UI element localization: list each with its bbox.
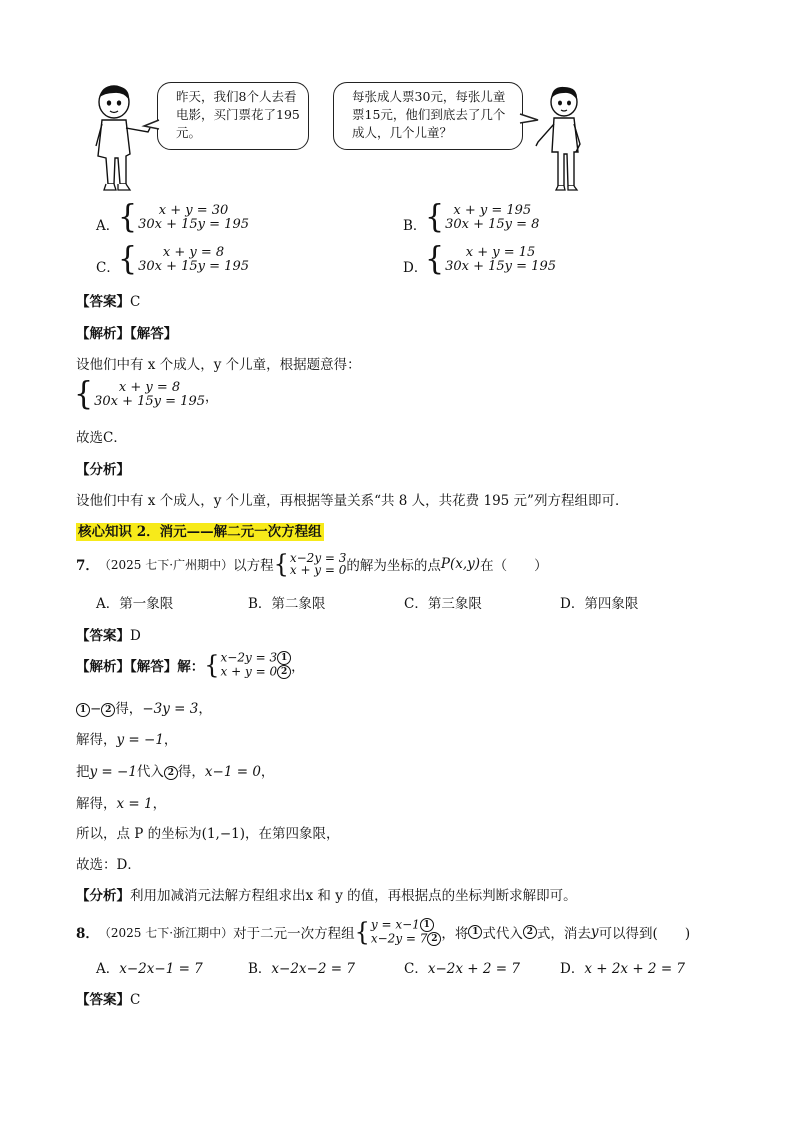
q8-eq1: y = x−1 <box>370 917 420 932</box>
circle-two-icon: 2 <box>101 703 115 717</box>
q7-step4: 解得，x = 1， <box>76 796 167 812</box>
option-b-eq1: x + y = 195 <box>453 203 532 218</box>
brace-icon: { <box>204 650 220 680</box>
q7-step3: 把y = −1代入 2 得，x−1 = 0， <box>76 764 275 780</box>
q7-step1: 1 − 2 得，−3y = 3， <box>76 697 212 717</box>
option-c-system <box>118 241 249 278</box>
q7-eq1: x−2y = 3 <box>289 551 347 565</box>
option-d-system <box>425 241 556 278</box>
q8-text-before: 对于二元一次方程组 <box>233 926 355 942</box>
answer-value: C <box>130 294 141 310</box>
circle-two-icon: 2 <box>164 766 178 780</box>
option-a-label: A． <box>96 218 120 234</box>
q7-point: P(x,y) <box>440 556 481 572</box>
option-a-system <box>118 199 249 236</box>
q7-step5: 所以，点 P 的坐标为(1,−1)，在第四象限， <box>76 826 340 842</box>
q6-answer <box>76 290 140 310</box>
option-b-eq2: 30x + 15y = 8 <box>445 217 540 232</box>
q7-option-c: C．第三象限 <box>404 596 482 612</box>
q7-text-end: 在（ ） <box>480 558 548 574</box>
speech-bubble-right-text: 每张成人票30元，每张儿童票15元，他们到底去了几个成人，几个儿童？ <box>352 89 506 140</box>
circle-one-icon: 1 <box>420 918 434 932</box>
q7-option-d: D．第四象限 <box>560 596 639 612</box>
answer-label: 【答案】 <box>76 628 130 644</box>
q7-sys-eq1: x−2y = 3 <box>220 650 278 665</box>
q6-analysis-label: 【解析】【解答】 <box>76 326 178 342</box>
q8-source: （2025 七下·浙江期中） <box>98 925 234 940</box>
q8-number: 8． <box>76 926 99 942</box>
speech-bubble-left-text: 昨天，我们8个人去看电影，买门票花了195元。 <box>176 89 300 140</box>
brace-icon: { <box>118 241 138 278</box>
q8-option-a: A．x−2x−1 = 7 <box>96 961 203 977</box>
q7-eq2: x + y = 0 <box>289 563 347 577</box>
q6-fenxi-label: 【分析】 <box>76 462 130 478</box>
q6-solution-system <box>74 376 218 413</box>
option-a-eq2: 30x + 15y = 195 <box>138 217 249 232</box>
option-b-system <box>425 199 540 236</box>
circle-one-icon: 1 <box>76 703 90 717</box>
brace-icon: { <box>273 549 289 579</box>
q8-stem: 8． （2025 七下·浙江期中） 对于二元一次方程组 { y = x−1 1 x−2y = 7 2 ，将 1 式代入 2 式，消去 y 可以得到( ) <box>76 917 691 947</box>
boy-right-figure <box>534 86 594 192</box>
brace-icon: { <box>425 199 445 236</box>
q8-option-d: D．x + 2x + 2 = 7 <box>560 961 686 977</box>
q6-sys-eq2: 30x + 15y = 195 <box>94 394 205 409</box>
answer-label: 【答案】 <box>76 294 130 310</box>
option-d-label: D． <box>403 260 428 276</box>
circle-two-icon: 2 <box>427 932 441 946</box>
q7-option-b: B．第二象限 <box>248 596 326 612</box>
q8-option-b: B．x−2x−2 = 7 <box>248 961 355 977</box>
q7-analysis: 【解析】【解答】解： { x−2y = 3 1 x + y = 0 2 ， <box>76 650 305 680</box>
q7-text-after: 的解为坐标的点 <box>346 558 441 574</box>
q7-analysis-label: 【解析】【解答】解： <box>76 659 205 675</box>
answer-label: 【答案】 <box>76 992 130 1008</box>
option-c-label: C． <box>96 260 120 276</box>
section-title: 核心知识 2．消元——解二元一次方程组 <box>78 524 322 540</box>
option-c-eq2: 30x + 15y = 195 <box>138 259 249 274</box>
option-b-label: B． <box>403 218 427 234</box>
circle-one-icon: 1 <box>468 925 482 939</box>
q6-analysis-line1: 设他们中有 x 个成人，y 个儿童，根据题意得： <box>76 357 361 373</box>
option-d-eq1: x + y = 15 <box>465 245 536 260</box>
q6-sys-tail: ， <box>204 389 218 405</box>
answer-value: C <box>130 992 141 1008</box>
circle-one-icon: 1 <box>277 651 291 665</box>
answer-value: D <box>130 628 141 644</box>
q8-answer <box>76 988 140 1008</box>
q7-step6: 故选：D． <box>76 857 141 873</box>
q7-fenxi: 【分析】利用加减消元法解方程组求出x 和 y 的值，再根据点的坐标判断求解即可。 <box>76 888 577 904</box>
circle-two-icon: 2 <box>523 925 537 939</box>
option-d-eq2: 30x + 15y = 195 <box>445 259 556 274</box>
q7-text-before: 以方程 <box>233 558 274 574</box>
speech-bubble-left-tail <box>143 118 163 132</box>
q8-eq2: x−2y = 7 <box>370 931 428 946</box>
q7-stem <box>76 549 548 579</box>
brace-icon: { <box>425 241 445 278</box>
brace-icon: { <box>354 917 370 947</box>
q6-fenxi-text: 设他们中有 x 个成人，y 个儿童，再根据等量关系“共 8 人，共花费 195 元”列方程组即可． <box>76 493 629 509</box>
q6-sys-eq1: x + y = 8 <box>118 380 181 395</box>
brace-icon: { <box>118 199 138 236</box>
option-c-eq1: x + y = 8 <box>162 245 225 260</box>
q7-sys-eq2: x + y = 0 <box>220 664 278 679</box>
q7-answer <box>76 624 141 644</box>
q8-option-c: C．x−2x + 2 = 7 <box>404 961 520 977</box>
boy-left-figure <box>88 84 158 194</box>
q6-choose: 故选C． <box>76 430 127 446</box>
option-a-eq1: x + y = 30 <box>158 203 229 218</box>
circle-two-icon: 2 <box>277 665 291 679</box>
q7-option-a: A．第一象限 <box>96 596 174 612</box>
brace-icon: { <box>74 376 94 413</box>
q7-source: （2025 七下·广州期中） <box>98 557 234 572</box>
q7-number: 7． <box>76 558 99 574</box>
q7-step2: 解得，y = −1， <box>76 732 178 748</box>
